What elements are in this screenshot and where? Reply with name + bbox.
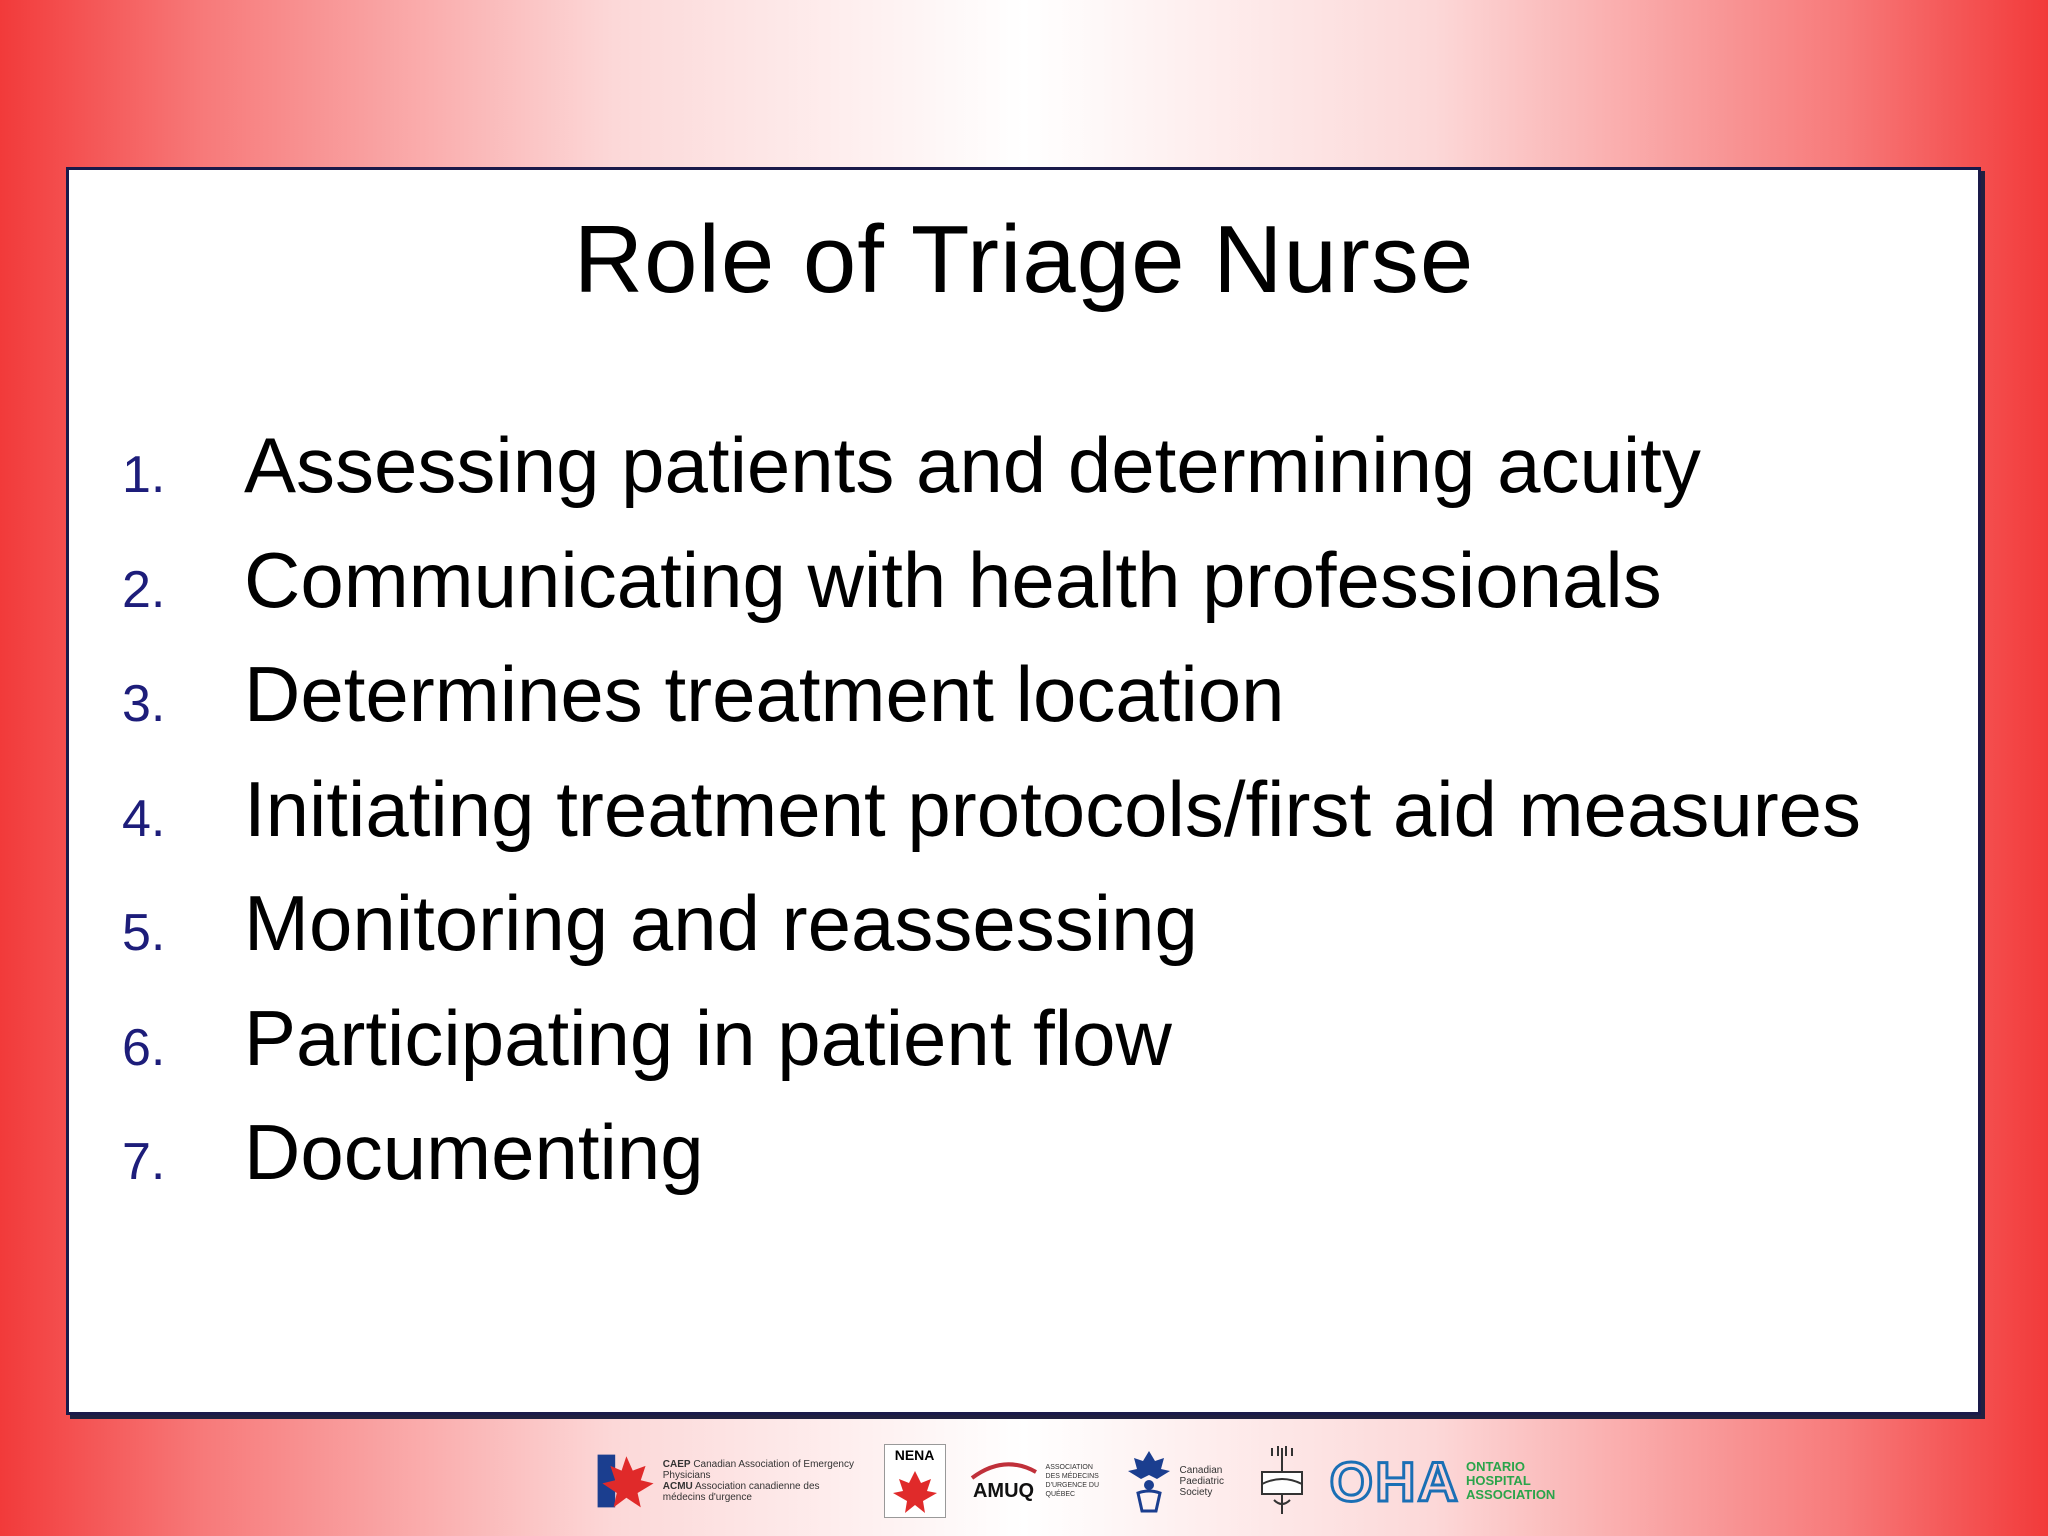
slide-title: Role of Triage Nurse: [573, 206, 1475, 313]
acmu-abbr: ACMU: [662, 1481, 693, 1492]
item-number: 3.: [122, 675, 166, 733]
item-number: 6.: [122, 1018, 166, 1077]
list-item: [122, 535, 1861, 650]
staff-emblem-icon: [1256, 1444, 1308, 1518]
sponsor-logos: [596, 1440, 1576, 1522]
item-number: 1.: [122, 446, 166, 504]
amuq-abbr: AMUQ: [972, 1479, 1035, 1502]
item-number: 7.: [122, 1133, 166, 1191]
oha-name: ONTARIO HOSPITAL ASSOCIATION: [1466, 1459, 1556, 1502]
oha-abbr: OHA: [1329, 1449, 1460, 1513]
item-text: Participating in patient flow: [244, 993, 1172, 1082]
caep-abbr: CAEP: [662, 1459, 691, 1470]
list-item: [122, 420, 1861, 535]
acmu-name: Association canadienne des médecins d'urgence: [662, 1481, 820, 1503]
item-text: Assessing patients and determining acuity: [244, 421, 1701, 509]
list-item: [122, 1107, 1861, 1222]
item-number: 2.: [122, 560, 166, 619]
list-item: [122, 993, 1861, 1108]
item-text: Communicating with health professionals: [244, 535, 1662, 624]
item-text: Documenting: [244, 1108, 704, 1196]
maple-leaf-icon: [891, 1469, 939, 1515]
list-item: [122, 878, 1861, 993]
cps-name: Canadian Paediatric Society: [1179, 1464, 1225, 1498]
emblem-logo: [1256, 1444, 1308, 1518]
item-text: Determines treatment location: [244, 650, 1285, 738]
amuq-name: ASSOCIATION DES MÉDECINS D'URGENCE DU QUÉBEC: [1045, 1464, 1099, 1498]
cps-child-icon: [1124, 1449, 1174, 1513]
item-number: 5.: [122, 904, 166, 962]
item-number: 4.: [122, 789, 166, 848]
caep-maple-icon: [596, 1444, 657, 1518]
item-text: Monitoring and reassessing: [244, 879, 1198, 967]
nena-logo: [884, 1444, 946, 1518]
amuq-logo: [968, 1460, 1102, 1503]
cps-logo: [1124, 1449, 1234, 1513]
amuq-swoosh-icon: [968, 1460, 1040, 1480]
list-item: [122, 649, 1861, 764]
nena-label: NENA: [894, 1447, 935, 1463]
caep-name: Canadian Association of Emergency Physicians: [662, 1459, 854, 1481]
role-list: [122, 420, 1861, 1222]
list-item: [122, 764, 1861, 879]
caep-logo: [596, 1444, 862, 1518]
item-text: Initiating treatment protocols/first aid measures: [244, 764, 1862, 853]
oha-logo: [1330, 1449, 1576, 1514]
